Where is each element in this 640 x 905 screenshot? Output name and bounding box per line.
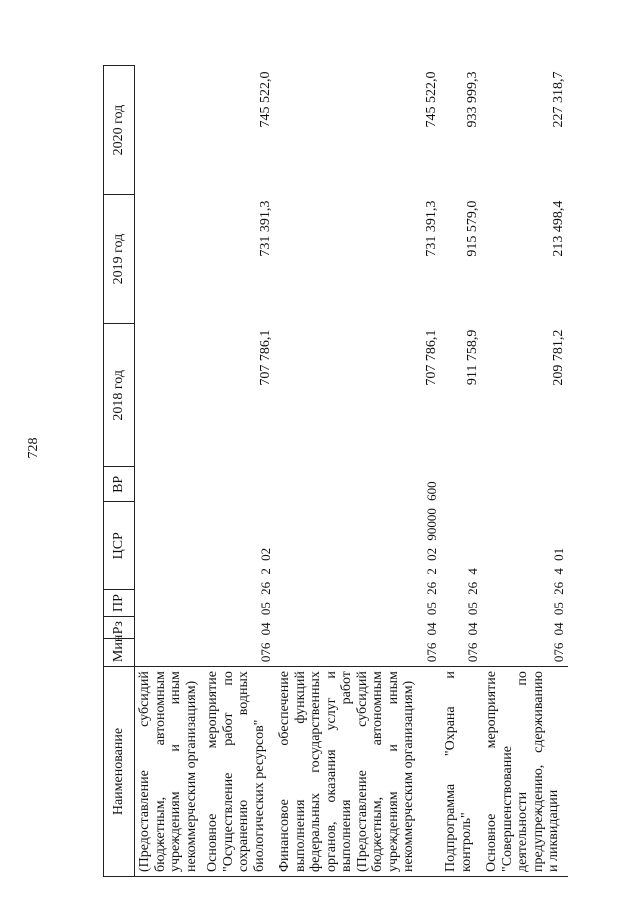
row-code: 076 04 05 26 4 (464, 568, 480, 663)
header-min: Мин (104, 639, 135, 667)
header-2019: 2019 год (104, 195, 135, 324)
row-2020: 933 999,3 (464, 71, 480, 128)
row-code (135, 467, 204, 667)
row-2019: 915 579,0 (464, 200, 480, 257)
table-row (203, 66, 275, 877)
table-row (441, 66, 482, 877)
header-2020: 2020 год (104, 66, 135, 195)
budget-table (103, 65, 568, 877)
row-2020: 745 522,0 (423, 71, 439, 128)
row-2018 (135, 324, 204, 467)
table-row (482, 66, 568, 877)
header-csr: ЦСР (104, 502, 135, 590)
row-2019 (135, 195, 204, 324)
header-pr: ПР (104, 590, 135, 617)
row-2018: 707 786,1 (257, 329, 273, 386)
row-name: Основное мероприятие "Совершенствование деятельности по предупреждению, сдерживанию и ликвидации (482, 667, 568, 877)
row-code: 076 04 05 26 2 02 (257, 547, 273, 663)
row-code: 076 04 05 26 4 01 (550, 547, 566, 663)
row-2020: 227 318,7 (550, 71, 566, 128)
header-row (104, 66, 135, 877)
budget-table-container (103, 65, 598, 877)
row-name: Основное мероприятие "Осуществление работ по сохранению водных биологических ресурсов" (203, 667, 275, 877)
row-2018: 209 781,2 (550, 329, 566, 386)
row-2020: 745 522,0 (257, 71, 273, 128)
row-2020 (135, 66, 204, 195)
header-2018: 2018 год (104, 324, 135, 467)
page-number: 728 (26, 437, 41, 459)
row-name: Финансовое обеспечение выполнения функций федеральных государственных органов, оказания услуг и выполнения работ (Предоставление субсидий бюджетным, автономным учреждениям и иным некоммерческим организациям) (275, 667, 441, 877)
row-2019: 213 498,4 (550, 200, 566, 257)
table-row (135, 66, 204, 877)
row-code: 076 04 05 26 2 02 90000 600 (423, 481, 439, 663)
row-2019: 731 391,3 (423, 200, 439, 257)
table-row (275, 66, 441, 877)
header-vr: ВР (104, 467, 135, 502)
row-2018: 707 786,1 (423, 329, 439, 386)
row-name: (Предоставление субсидий бюджетным, автономным учреждениям и иным некоммерческим организациям) (135, 667, 204, 877)
row-2019: 731 391,3 (257, 200, 273, 257)
row-name: Подпрограмма "Охрана и контроль" (441, 667, 482, 877)
header-name: Наименование (104, 667, 135, 877)
row-2018: 911 758,9 (464, 329, 480, 386)
header-rz: Рз (104, 616, 135, 639)
